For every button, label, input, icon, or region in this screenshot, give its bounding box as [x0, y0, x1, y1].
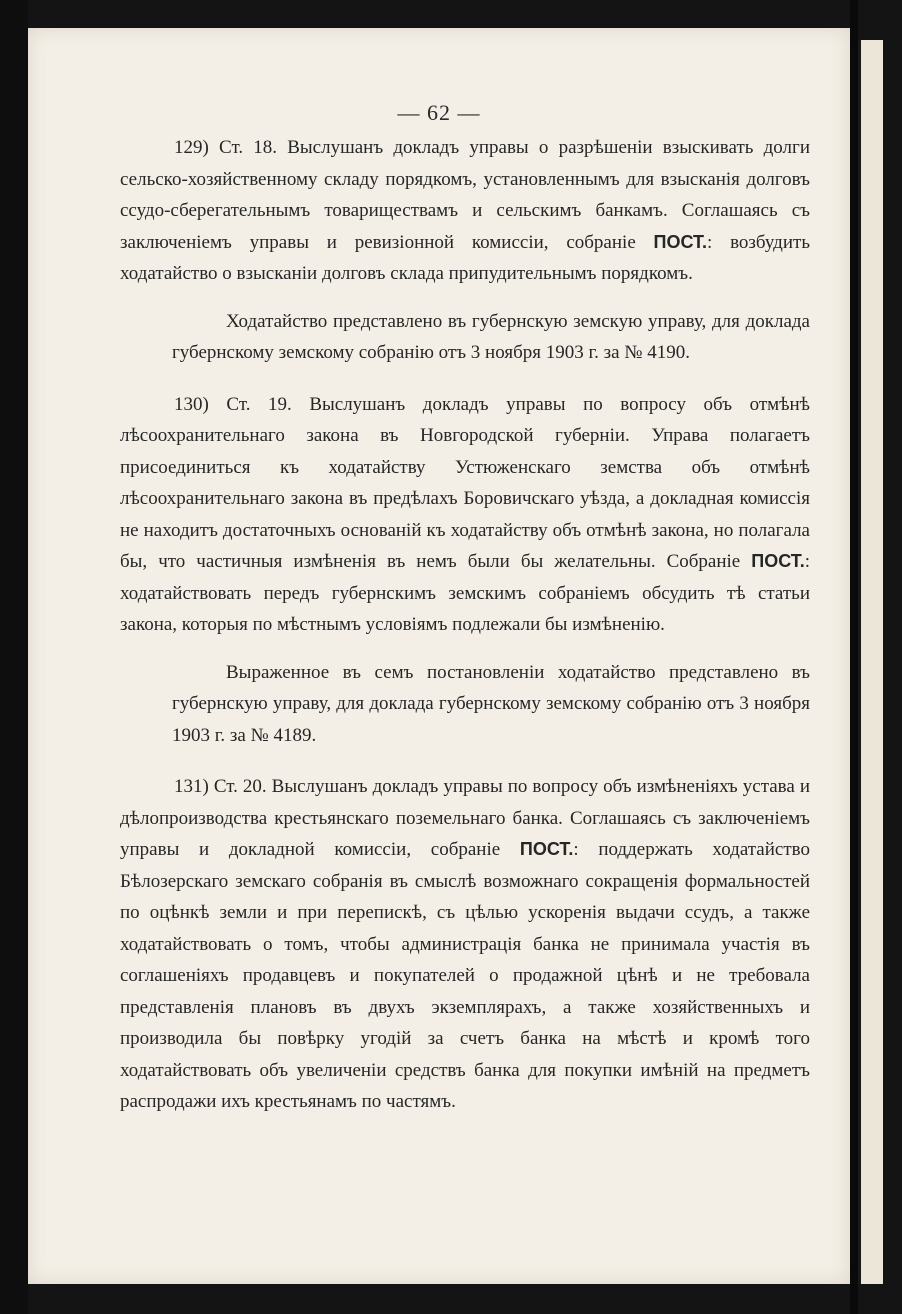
note-129: Ходатайство представлено въ губернскую земскую управу, для доклада губернскому земскому собранію отъ 3 ноября 1903 г. за № 4190.: [172, 310, 810, 363]
scan-border-left: [0, 0, 28, 1314]
resolution-text: : возбудить ходатайство о взысканіи долговъ склада припудительнымъ порядкомъ.: [120, 231, 810, 284]
resolution-marker: ПОСТ.: [519, 839, 574, 859]
resolution-131: [120, 771, 810, 1118]
book-binding: [850, 0, 858, 1314]
adjacent-page-edge: [858, 40, 883, 1284]
document-page: [28, 28, 850, 1284]
resolution-text: 129) Ст. 18. Выслушанъ докладъ управы о разрѣшеніи взыскивать долги сельско-хозяйственному складу порядкомъ, установленнымъ для взысканія долговъ ссудо-сберегательнымъ товариществамъ и сельскимъ банкамъ. Соглашаясь съ заключеніемъ управы и ревизіонной комиссіи, собраніе: [120, 137, 810, 253]
resolution-text: : ходатайствовать передъ губернскимъ земскимъ собраніемъ обсудить тѣ статьи закона, которыя по мѣстнымъ условіямъ подлежали бы измѣненію.: [120, 551, 810, 635]
resolution-text: 130) Ст. 19. Выслушанъ докладъ управы по вопросу объ отмѣнѣ лѣсоохранительнаго закона въ Новгородской губерніи. Управа полагаетъ присоединиться къ ходатайству Устюженскаго земства объ отмѣнѣ лѣсоохранительнаго закона въ предѣлахъ Боровичскаго уѣзда, а докладная комиссія не находитъ достаточныхъ основаній къ ходатайству объ отмѣнѣ закона, но полагала бы, что частичныя измѣненія въ немъ были бы желательны. Собраніе: [120, 393, 810, 572]
resolution-marker: ПОСТ.: [653, 231, 708, 252]
resolution-text: : поддержать ходатайство Бѣлозерскаго земскаго собранія въ смыслѣ возможнаго сокращенія формальностей по оцѣнкѣ земли и при перепискѣ, съ цѣлью ускоренія выдачи ссудъ, а также ходатайствовать о томъ, чтобы администрація банка не принимала участія въ соглашеніяхъ продавцевъ и покупателей о продажной цѣнѣ и не требовала представленія плановъ въ двухъ экземплярахъ, а также хозяйственныхъ и производила бы повѣрку угодій за счетъ банка на мѣстѣ и кромѣ того ходатайствовать объ увеличеніи средствъ банка для покупки имѣній на предметъ распродажи ихъ крестьянамъ по частямъ.: [120, 839, 810, 1112]
note-130: Выраженное въ семъ постановленіи ходатайство представлено въ губернскую управу, для доклада губернскому земскому собранію отъ 3 ноября 1903 г. за № 4189.: [172, 661, 810, 746]
resolution-130: [120, 389, 810, 641]
resolution-marker: ПОСТ.: [751, 551, 805, 571]
resolution-text: 131) Ст. 20. Выслушанъ докладъ управы по вопросу объ измѣненіяхъ устава и дѣлопроизводства крестьянскаго поземельнаго банка. Соглашаясь съ заключеніемъ управы и докладной комиссіи, собраніе: [120, 776, 810, 860]
page-body: [120, 132, 810, 1118]
resolution-129: [120, 132, 810, 290]
page-number: — 62 —: [397, 100, 481, 125]
